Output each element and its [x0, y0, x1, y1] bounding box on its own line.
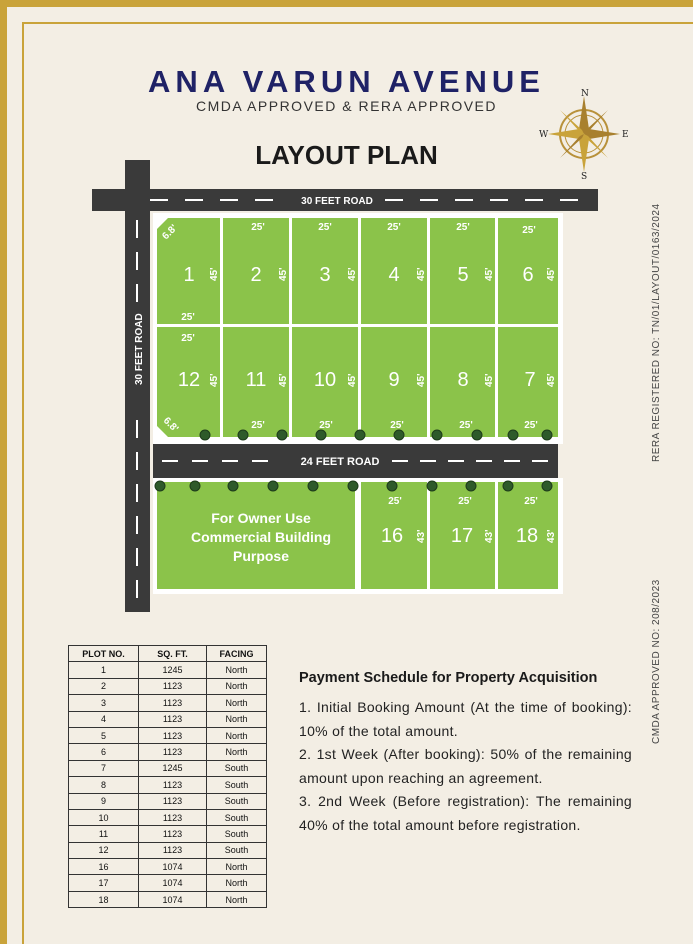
owner-use-line1: For Owner Use: [211, 510, 311, 526]
plot-10-number: 10: [313, 369, 337, 391]
top-road-label: 30 FEET ROAD: [301, 196, 373, 207]
col-facing: FACING: [207, 646, 267, 662]
layout-plan-heading: LAYOUT PLAN: [255, 140, 438, 170]
payment-item-3: 3. 2nd Week (Before registration): The remaining 40% of the total amount before registration.: [299, 793, 632, 833]
compass-w: W: [539, 130, 549, 140]
plot-18-number: 18: [515, 525, 539, 547]
table-row: 2 1123 North: [69, 678, 267, 694]
col-sq-ft: SQ. FT.: [139, 646, 207, 662]
dim-d: 45': [546, 373, 557, 387]
plot-details-table: [68, 645, 267, 908]
dim-w: 25': [458, 496, 472, 507]
rera-registration-text: RERA REGISTERED NO: TN/01/LAYOUT/0163/2024: [651, 203, 662, 462]
dim-d: 45': [278, 267, 289, 281]
project-title: ANA VARUN AVENUE: [148, 64, 545, 99]
col-plot-no: PLOT NO.: [69, 646, 139, 662]
plot-4-number: 4: [388, 264, 400, 286]
payment-schedule-title: Payment Schedule for Property Acquisition: [299, 670, 598, 686]
left-road-label: 30 FEET ROAD: [134, 313, 145, 385]
plot-2-number: 2: [250, 264, 262, 286]
plot-12-number: 12: [177, 369, 201, 391]
plot-6-number: 6: [522, 264, 534, 286]
table-row: 7 1245 South: [69, 760, 267, 776]
table-row: 6 1123 North: [69, 744, 267, 760]
dim-d: 45': [347, 267, 358, 281]
dim-d: 43': [484, 529, 495, 543]
payment-schedule: [299, 670, 632, 837]
dim-w: 25': [456, 222, 470, 233]
compass-n: N: [581, 89, 589, 99]
table-row: 9 1123 South: [69, 793, 267, 809]
dim-w: 25': [388, 496, 402, 507]
table-row: 16 1074 North: [69, 859, 267, 875]
dim-d: 43': [416, 529, 427, 543]
dim-w: 25': [524, 496, 538, 507]
dim-w: 25': [318, 222, 332, 233]
middle-road-label: 24 FEET ROAD: [300, 456, 380, 468]
dim-w: 25': [459, 420, 473, 431]
table-row: 17 1074 North: [69, 875, 267, 891]
dim-w: 25': [251, 222, 265, 233]
payment-item-2: 2. 1st Week (After booking): 50% of the remaining amount upon reaching an agreement.: [299, 746, 632, 786]
table-row: 12 1123 South: [69, 842, 267, 858]
dim-d: 45': [347, 373, 358, 387]
dim-d: 43': [546, 529, 557, 543]
plot-16-number: 16: [380, 525, 404, 547]
dim-d: 45': [416, 373, 427, 387]
dim-d: 45': [546, 267, 557, 281]
dim-w: 25': [181, 312, 195, 323]
plot-9-number: 9: [388, 369, 400, 391]
table-row: 5 1123 North: [69, 727, 267, 743]
plot-8-number: 8: [457, 369, 469, 391]
table-row: 11 1123 South: [69, 826, 267, 842]
owner-use-line3: Purpose: [232, 548, 290, 564]
dim-d: 45': [416, 267, 427, 281]
compass-s: S: [581, 172, 588, 180]
plot-3-number: 3: [319, 264, 331, 286]
table-row: 8 1123 South: [69, 777, 267, 793]
table-row: 1 1245 North: [69, 662, 267, 678]
approval-subtitle: CMDA APPROVED & RERA APPROVED: [195, 98, 498, 114]
plot-7-number: 7: [524, 369, 536, 391]
dim-corner: 6.8': [160, 222, 180, 243]
dim-d: 45': [278, 373, 289, 387]
cmda-approval-text: CMDA APPROVED NO: 208/2023: [651, 579, 662, 744]
dim-w: 25': [181, 333, 195, 344]
dim-w: 25': [319, 420, 333, 431]
plot-17-number: 17: [450, 525, 474, 547]
dim-w: 25': [524, 420, 538, 431]
dim-d: 45': [484, 267, 495, 281]
table-row: 10 1123 South: [69, 809, 267, 825]
payment-item-1: 1. Initial Booking Amount (At the time of booking): 10% of the total amount.: [299, 699, 632, 739]
dim-d: 45': [209, 267, 220, 281]
table-row: 4 1123 North: [69, 711, 267, 727]
plot-5-number: 5: [457, 264, 469, 286]
plot-11-number: 11: [245, 369, 267, 391]
plot-1-number: 1: [183, 264, 195, 286]
table-header-row: [69, 646, 267, 662]
dim-corner: 6.8': [160, 415, 181, 435]
dim-w: 25': [251, 420, 265, 431]
compass-e: E: [622, 130, 629, 140]
dim-w: 25': [387, 222, 401, 233]
dim-d: 45': [209, 373, 220, 387]
dim-d: 45': [484, 373, 495, 387]
dim-w: 25': [522, 225, 536, 236]
owner-use-line2: Commercial Building: [190, 529, 332, 545]
table-row: 3 1123 North: [69, 695, 267, 711]
table-row: 18 1074 North: [69, 891, 267, 907]
dim-w: 25': [390, 420, 404, 431]
